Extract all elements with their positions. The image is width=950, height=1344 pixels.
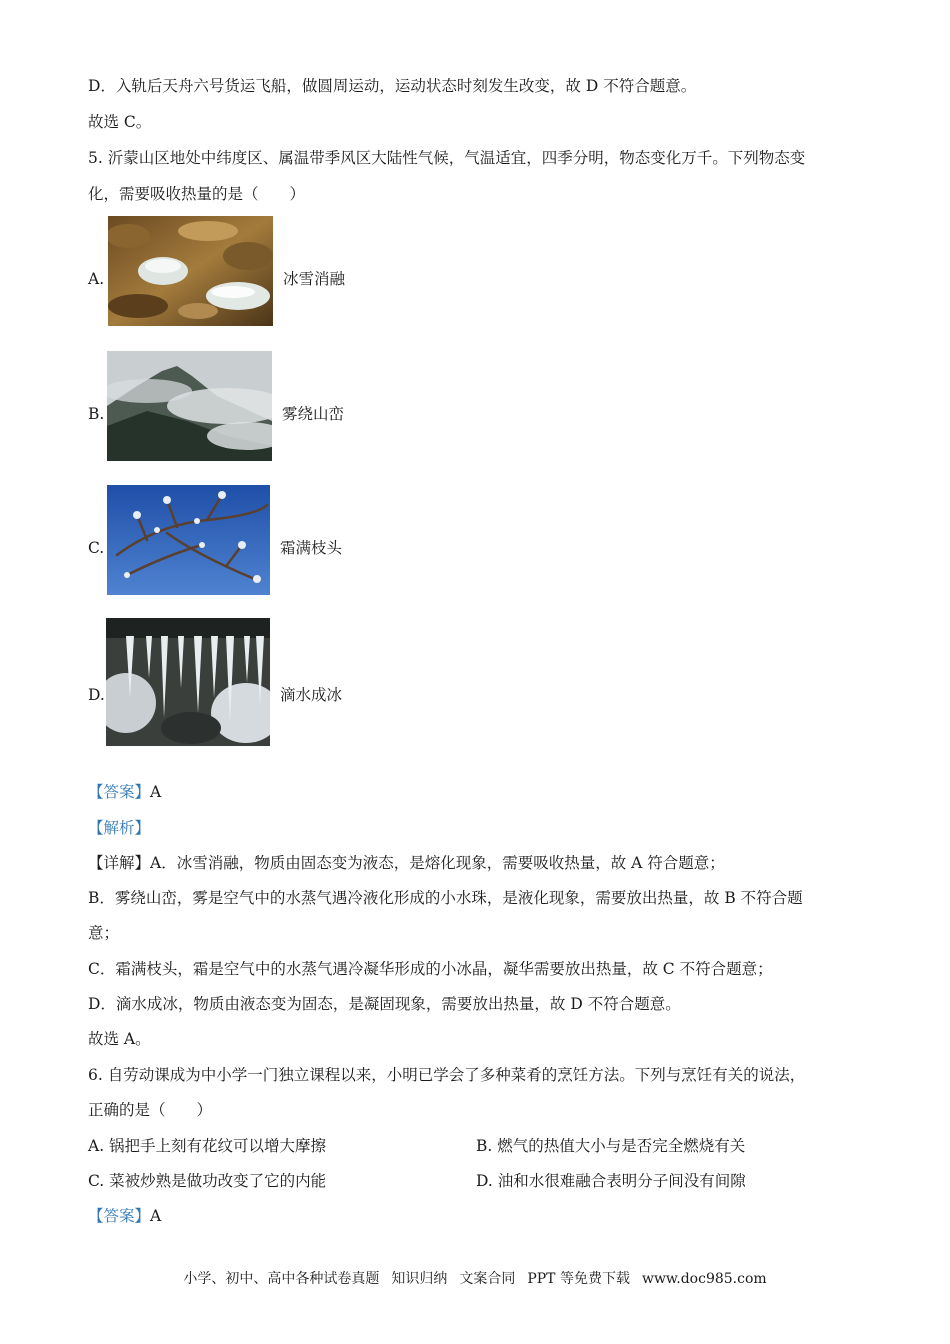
footer-part-1: 小学、初中、高中各种试卷真题 (183, 1271, 380, 1287)
q5-detail-line4: C．霜满枝头，霜是空气中的水蒸气遇冷凝华形成的小冰晶，凝华需要放出热量，故 C 不符合题意； (88, 960, 773, 978)
q6-option-b: B. 燃气的热值大小与是否完全燃烧有关 (476, 1137, 746, 1155)
footer-link[interactable]: www.doc985.com (641, 1271, 767, 1287)
q6-option-c: C. 菜被炒熟是做功改变了它的内能 (88, 1172, 327, 1190)
q6-answer (88, 1205, 161, 1227)
q5-option-d-photo (106, 618, 270, 746)
q5-analysis-tag: 【解析】 (88, 819, 151, 837)
q5-option-b-letter: B. (88, 405, 105, 423)
q6-answer-value: A (150, 1207, 162, 1225)
q5-option-c-letter: C. (88, 539, 105, 557)
q5-option-d-letter: D. (88, 686, 105, 704)
q5-answer (88, 781, 161, 803)
q5-option-b-photo (107, 351, 272, 461)
footer-part-4: PPT 等免费下载 (527, 1271, 630, 1287)
q5-select: 故选 A。 (88, 1030, 151, 1048)
q5-detail-line5: D．滴水成冰，物质由液态变为固态，是凝固现象，需要放出热量，故 D 不符合题意。 (88, 995, 681, 1013)
q5-option-b-label: 雾绕山峦 (282, 405, 345, 423)
q6-answer-tag: 【答案】 (88, 1207, 151, 1225)
q5-detail-line1 (88, 852, 725, 874)
q5-stem-line2: 化，需要吸收热量的是（ ） (88, 185, 306, 203)
q5-answer-tag: 【答案】 (88, 783, 151, 801)
page-footer (0, 1268, 950, 1290)
q5-analysis (88, 817, 150, 839)
q5-stem-line1: 5. 沂蒙山区地处中纬度区、属温带季风区大陆性气候，气温适宜，四季分明，物态变化万千。下列物态变 (88, 149, 806, 167)
q6-option-d: D. 油和水很难融合表明分子间没有间隙 (476, 1172, 746, 1190)
q5-option-a-letter: A. (88, 270, 105, 288)
prev-select: 故选 C。 (88, 113, 152, 131)
footer-part-2: 知识归纳 (391, 1271, 448, 1287)
q5-answer-value: A (150, 783, 162, 801)
q5-option-c-photo (107, 485, 270, 595)
q5-detail-tag: 【详解】 (88, 854, 151, 872)
q5-detail-line2: B．雾绕山峦，雾是空气中的水蒸气遇冷液化形成的小水珠，是液化现象，需要放出热量，故 B 不符合题 (88, 889, 803, 907)
q5-detail-text1: A．冰雪消融，物质由固态变为液态，是熔化现象，需要吸收热量，故 A 符合题意； (150, 854, 725, 872)
q5-option-d-label: 滴水成冰 (280, 686, 343, 704)
q6-option-a: A. 锅把手上刻有花纹可以增大摩擦 (88, 1137, 327, 1155)
q5-option-c-label: 霜满枝头 (280, 539, 343, 557)
q6-stem-line1: 6. 自劳动课成为中小学一门独立课程以来，小明已学会了多种菜肴的烹饪方法。下列与烹饪有关的说法， (88, 1066, 806, 1084)
q5-detail-line3: 意； (88, 924, 120, 942)
q5-option-a-label: 冰雪消融 (283, 270, 346, 288)
q6-stem-line2: 正确的是（ ） (88, 1101, 213, 1119)
footer-part-3: 文案合同 (459, 1271, 516, 1287)
prev-option-d: D．入轨后天舟六号货运飞船，做圆周运动，运动状态时刻发生改变，故 D 不符合题意。 (88, 77, 697, 95)
q5-option-a-photo (108, 216, 273, 326)
